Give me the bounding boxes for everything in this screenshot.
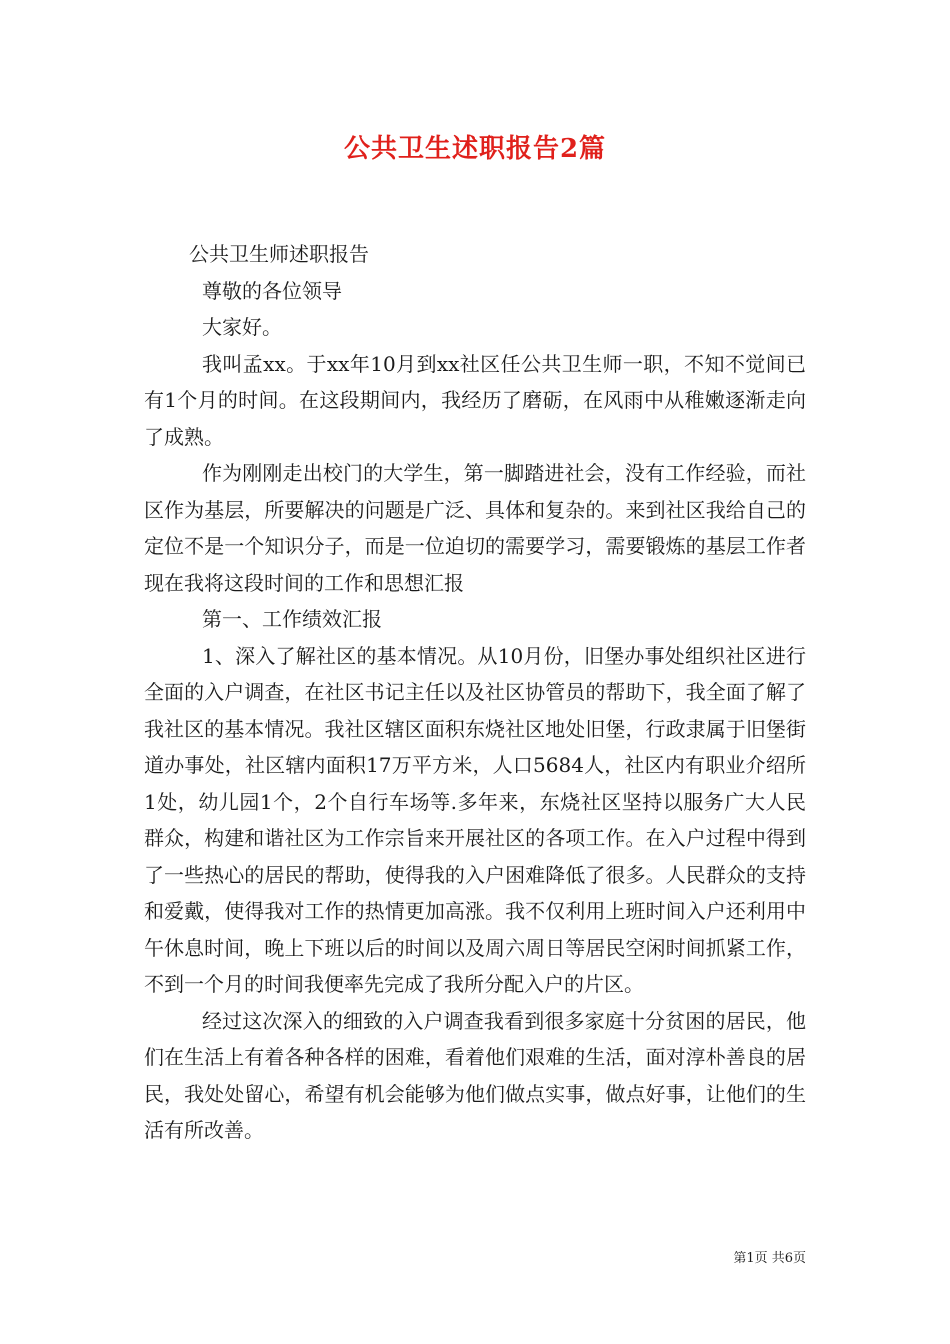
paragraph-intro: 我叫孟xx。于xx年10月到xx社区任公共卫生师一职，不知不觉间已有1个月的时间。在这段期间内，我经历了磨砺，在风雨中从稚嫩逐渐走向了成熟。 <box>144 351 806 449</box>
document-body <box>144 236 806 1149</box>
paragraph-self-positioning: 作为刚刚走出校门的大学生，第一脚踏进社会，没有工作经验，而社区作为基层，所要解决的问题是广泛、具体和复杂的。来到社区我给自己的定位不是一个知识分子，而是一位迫切的需要学习，需要锻炼的基层工作者现在我将这段时间的工作和思想汇报 <box>144 461 806 595</box>
salutation: 尊敬的各位领导 <box>202 278 342 303</box>
section-heading: 公共卫生师述职报告 <box>189 242 369 266</box>
subheading-performance: 第一、工作绩效汇报 <box>202 607 382 631</box>
greeting: 大家好。 <box>202 315 282 339</box>
document-title: 公共卫生述职报告2篇 <box>343 134 607 164</box>
page-number: 第1页 共6页 <box>733 1251 806 1266</box>
paragraph-community-survey: 1、深入了解社区的基本情况。从10月份，旧堡办事处组织社区进行全面的入户调查，在社区书记主任以及社区协管员的帮助下，我全面了解了我社区的基本情况。我社区辖区面积东烧社区地处旧堡，行政隶属于旧堡街道办事处，社区辖内面积17万平方米，人口5684人，社区内有职业介绍所1处，幼儿园1个，2个自行车场等.多年来，东烧社区坚持以服务广大人民群众，构建和谐社区为工作宗旨来开展社区的各项工作。在入户过程中得到了一些热心的居民的帮助，使得我的入户困难降低了很多。人民群众的支持和爱戴，使得我对工作的热情更加高涨。我不仅利用上班时间入户还利用中午休息时间，晚上下班以后的时间以及周六周日等居民空闲时间抓紧工作，不到一个月的时间我便率先完成了我所分配入户的片区。 <box>144 643 806 996</box>
paragraph-reflection: 经过这次深入的细致的入户调查我看到很多家庭十分贫困的居民，他们在生活上有着各种各样的困难，看着他们艰难的生活，面对淳朴善良的居民，我处处留心，希望有机会能够为他们做点实事，做点好事，让他们的生活有所改善。 <box>144 1008 806 1142</box>
